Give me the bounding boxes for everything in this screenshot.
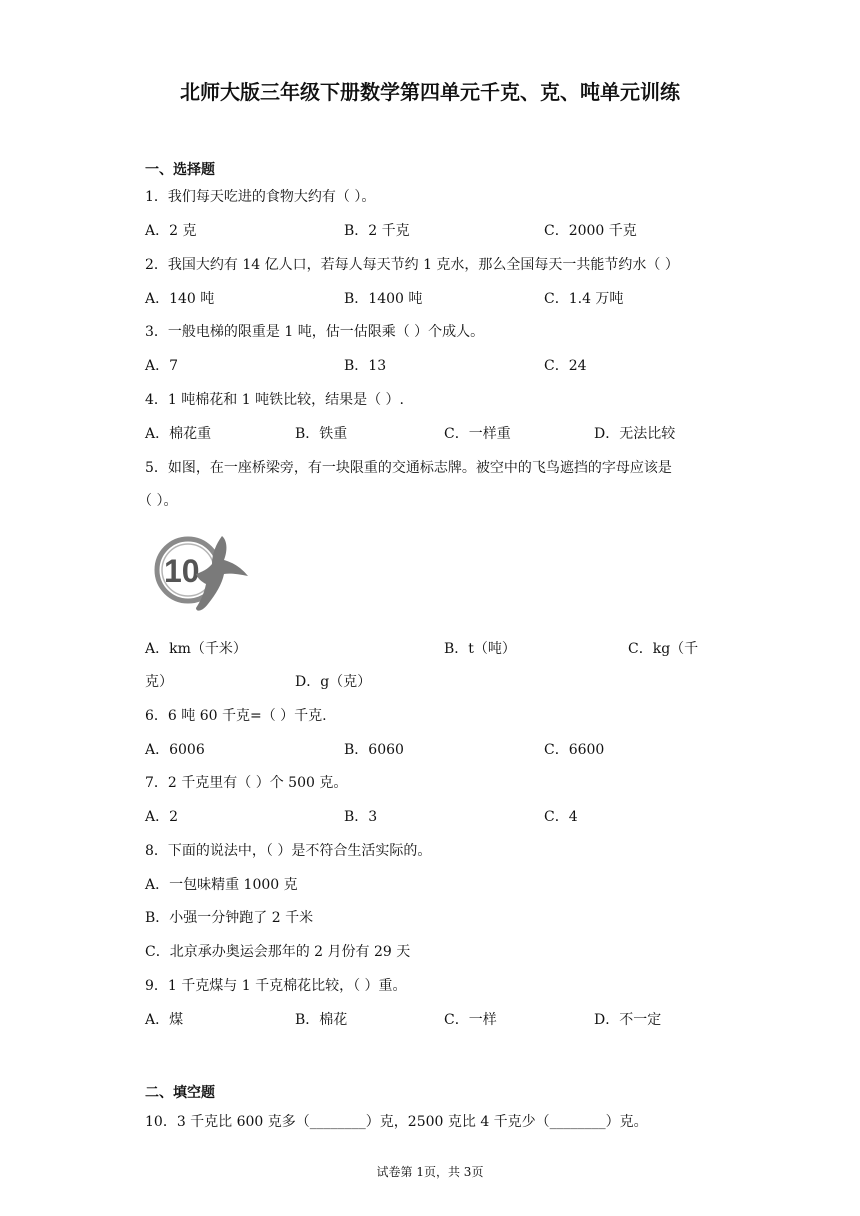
q4-option-c: C．一样重 [444, 426, 511, 442]
traffic-sign-image [152, 524, 252, 616]
question-5-continued: （ ）。 [138, 493, 178, 509]
question-4: 4．1 吨棉花和 1 吨铁比较，结果是（ ）. [145, 392, 404, 408]
q1-option-b: B．2 千克 [344, 223, 410, 239]
question-5: 5．如图，在一座桥梁旁，有一块限重的交通标志牌。被空中的飞鸟遮挡的字母应该是 [145, 460, 672, 476]
question-6: 6．6 吨 60 千克=（ ）千克. [145, 708, 327, 724]
question-8: 8．下面的说法中，（ ）是不符合生活实际的。 [145, 843, 432, 859]
page-title: 北师大版三年级下册数学第四单元千克、克、吨单元训练 [180, 80, 680, 104]
q7-option-a: A．2 [145, 809, 179, 825]
q8-option-b: B．小强一分钟跑了 2 千米 [145, 910, 314, 926]
question-7: 7．2 千克里有（ ）个 500 克。 [145, 775, 348, 791]
q5-option-b: B．t（吨） [444, 641, 516, 657]
q5-option-c-continued: 克） [145, 674, 173, 690]
sign-number: 10 [164, 553, 200, 589]
q8-option-c: C．北京承办奥运会那年的 2 月份有 29 天 [145, 944, 411, 960]
q2-option-a: A．140 吨 [145, 291, 215, 307]
q9-option-a: A．煤 [145, 1012, 184, 1028]
q9-option-d: D．不一定 [594, 1012, 662, 1028]
question-3: 3．一般电梯的限重是 1 吨，估一估限乘（ ）个成人。 [145, 324, 485, 340]
q3-option-b: B．13 [344, 358, 387, 374]
q7-option-c: C．4 [544, 809, 578, 825]
question-1: 1．我们每天吃进的食物大约有（ ）。 [145, 189, 376, 205]
q6-option-b: B．6060 [344, 742, 404, 758]
q1-option-c: C．2000 千克 [544, 223, 637, 239]
q4-option-a: A．棉花重 [145, 426, 212, 442]
q1-option-a: A．2 克 [145, 223, 197, 239]
q3-option-c: C．24 [544, 358, 587, 374]
bird-silhouette [196, 536, 248, 611]
q6-option-a: A．6006 [145, 742, 205, 758]
q9-option-b: B．棉花 [295, 1012, 348, 1028]
q4-option-b: B．铁重 [295, 426, 348, 442]
q5-option-c: C．kg（千 [628, 641, 699, 657]
q9-option-c: C．一样 [444, 1012, 497, 1028]
question-10: 10．3 千克比 600 克多（________）克，2500 克比 4 千克少（________）克。 [145, 1114, 648, 1130]
q7-option-b: B．3 [344, 809, 378, 825]
page-footer: 试卷第 1页，共 3页 [376, 1165, 484, 1179]
question-2: 2．我国大约有 14 亿人口，若每人每天节约 1 克水，那么全国每天一共能节约水（ ） [145, 257, 679, 273]
q6-option-c: C．6600 [544, 742, 605, 758]
q2-option-b: B．1400 吨 [344, 291, 423, 307]
section-heading-choice: 一、选择题 [145, 162, 215, 178]
q2-option-c: C．1.4 万吨 [544, 291, 624, 307]
q3-option-a: A．7 [145, 358, 179, 374]
question-9: 9．1 千克煤与 1 千克棉花比较，（ ）重。 [145, 978, 407, 994]
q5-option-d: D．g（克） [295, 674, 372, 690]
q5-option-a: A．km（千米） [145, 641, 247, 657]
section-heading-fill: 二、填空题 [145, 1085, 215, 1101]
q4-option-d: D．无法比较 [594, 426, 676, 442]
q8-option-a: A．一包味精重 1000 克 [145, 877, 298, 893]
